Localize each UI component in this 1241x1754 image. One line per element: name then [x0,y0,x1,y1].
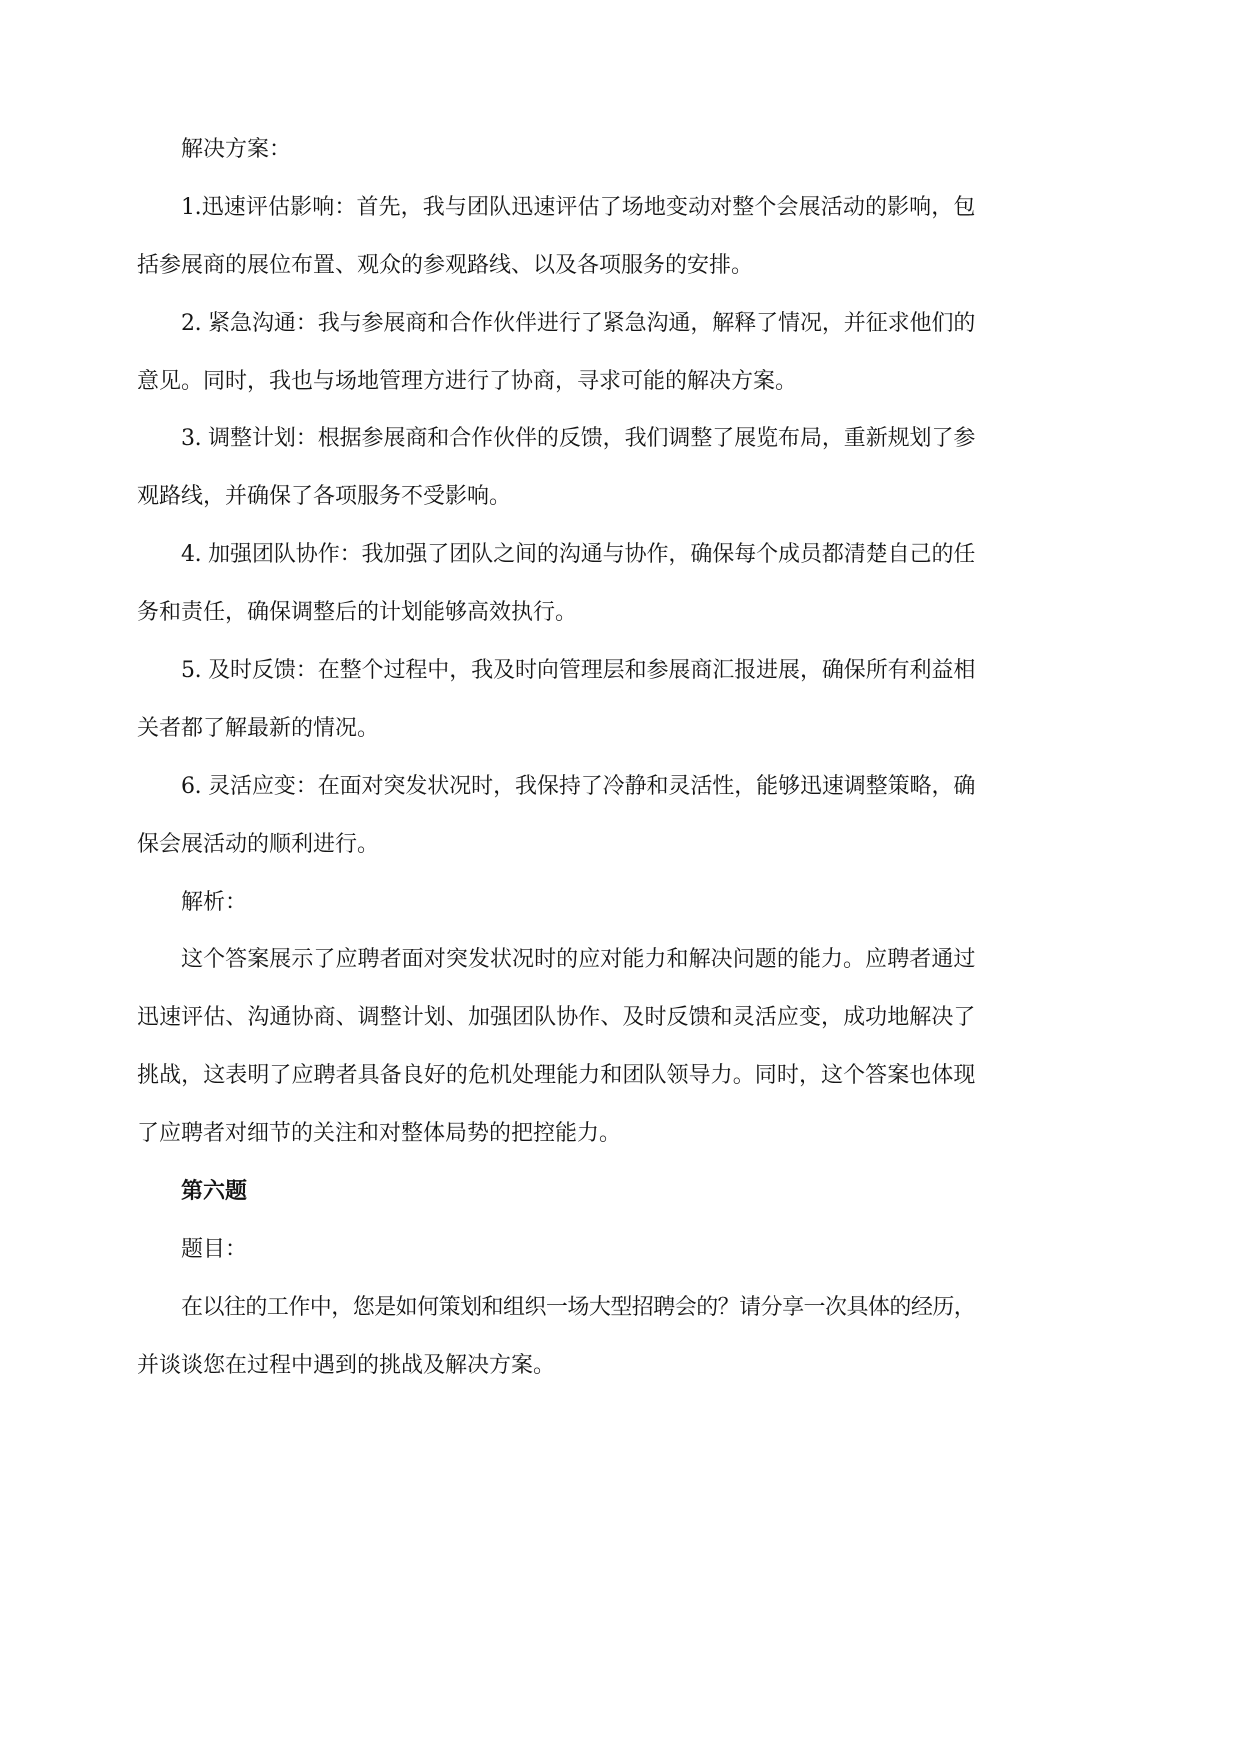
analysis-paragraph [137,931,975,1163]
paragraph-line: 并谈谈您在过程中遇到的挑战及解决方案。 [137,1352,556,1378]
paragraph-line: 这个答案展示了应聘者面对突发状况时的应对能力和解决问题的能力。应聘者通过 [181,947,975,973]
paragraph-line: 1.迅速评估影响：首先，我与团队迅速评估了场地变动对整个会展活动的影响，包 [181,194,975,220]
paragraph-line: 2. 紧急沟通：我与参展商和合作伙伴进行了紧急沟通，解释了情况，并征求他们的 [181,310,975,336]
solution-step-5 [137,642,975,758]
paragraph-line: 5. 及时反馈：在整个过程中，我及时向管理层和参展商汇报进展，确保所有利益相 [181,658,975,684]
solution-step-6 [137,758,975,874]
solution-heading: 解决方案： [181,137,292,162]
paragraph-line: 括参展商的展位布置、观众的参观路线、以及各项服务的安排。 [137,252,754,278]
question-title: 第六题 [181,1178,248,1205]
paragraph-line: 观路线，并确保了各项服务不受影响。 [137,484,512,510]
solution-step-4 [137,526,975,642]
document-body [137,121,975,1395]
solution-step-3 [137,410,975,526]
paragraph-line: 意见。同时，我也与场地管理方进行了协商，寻求可能的解决方案。 [137,368,798,394]
solution-step-2 [137,295,975,411]
paragraph-line: 关者都了解最新的情况。 [137,715,380,741]
paragraph-line: 6. 灵活应变：在面对突发状况时，我保持了冷静和灵活性，能够迅速调整策略，确 [181,773,975,799]
paragraph-line: 保会展活动的顺利进行。 [137,831,380,857]
paragraph-line: 了应聘者对细节的关注和对整体局势的把控能力。 [137,1121,622,1147]
paragraph-line: 4. 加强团队协作：我加强了团队之间的沟通与协作，确保每个成员都清楚自己的任 [181,542,975,568]
paragraph-line: 务和责任，确保调整后的计划能够高效执行。 [137,600,578,626]
solution-step-1 [137,179,975,295]
paragraph-line: 迅速评估、沟通协商、调整计划、加强团队协作、及时反馈和灵活应变，成功地解决了 [137,1005,975,1031]
question-label: 题目： [181,1236,248,1262]
paragraph-line: 挑战，这表明了应聘者具备良好的危机处理能力和团队领导力。同时，这个答案也体现 [137,1063,975,1089]
paragraph-line: 在以往的工作中，您是如何策划和组织一场大型招聘会的？请分享一次具体的经历， [181,1294,975,1320]
analysis-heading: 解析： [181,889,248,915]
paragraph-line: 3. 调整计划：根据参展商和合作伙伴的反馈，我们调整了展览布局，重新规划了参 [181,426,975,452]
question-paragraph [137,1279,975,1395]
